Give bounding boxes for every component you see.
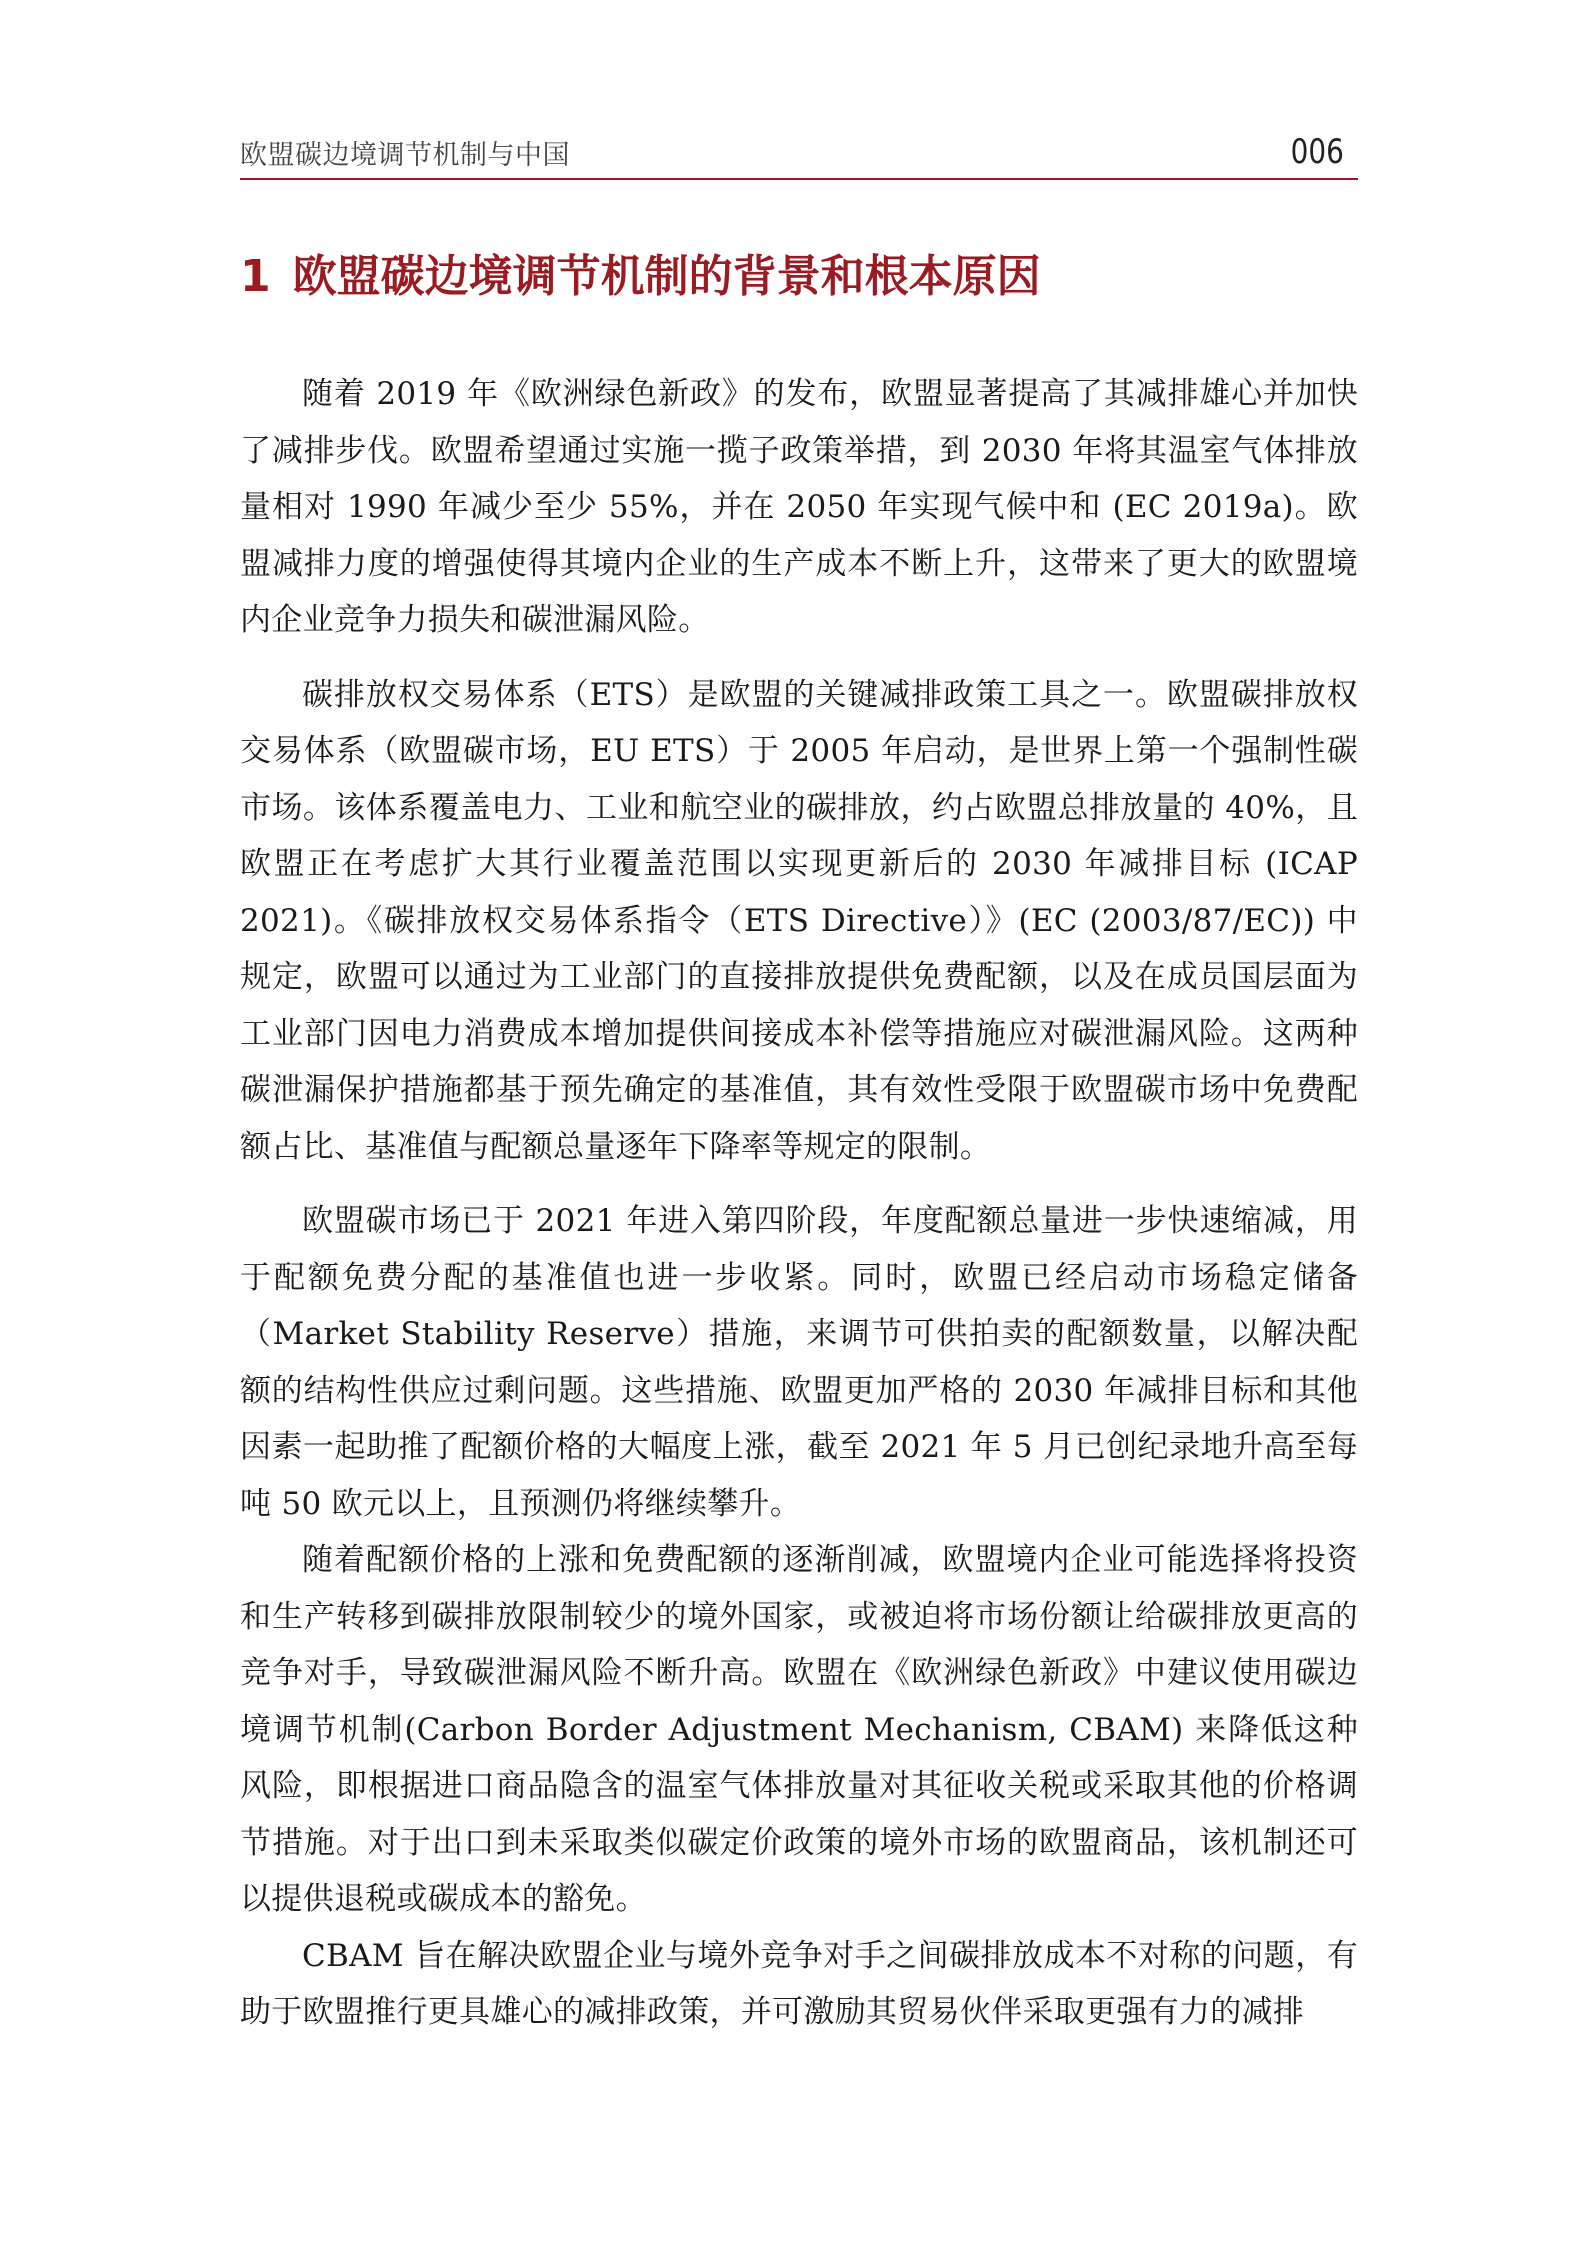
paragraph-3: 欧盟碳市场已于 2021 年进入第四阶段，年度配额总量进一步快速缩减，用于配额免费分配的基准值也进一步收紧。同时，欧盟已经启动市场稳定储备（Market Stability Reserve）措施，来调节可供拍卖的配额数量，以解决配额的结构性供应过剩问题。这些措施、欧盟更加严格的 2030 年减排目标和其他因素一起助推了配额价格的大幅度上涨，截至 2021 年 5 月已创纪录地升高至每吨 50 欧元以上，且预测仍将继续攀升。 xyxy=(240,1203,1358,1522)
section-number: 1 xyxy=(240,251,271,302)
section-title: 欧盟碳边境调节机制的背景和根本原因 xyxy=(292,251,1041,302)
running-header xyxy=(240,128,1358,180)
page-number: 006 xyxy=(1290,132,1344,172)
body-text xyxy=(240,366,1358,2041)
paragraph-5: CBAM 旨在解决欧盟企业与境外竞争对手之间碳排放成本不对称的问题，有助于欧盟推行更具雄心的减排政策，并可激励其贸易伙伴采取更强有力的减排 xyxy=(240,1937,1358,2030)
paragraph-4: 随着配额价格的上涨和免费配额的逐渐削减，欧盟境内企业可能选择将投资和生产转移到碳排放限制较少的境外国家，或被迫将市场份额让给碳排放更高的竞争对手，导致碳泄漏风险不断升高。欧盟在《欧洲绿色新政》中建议使用碳边境调节机制(Carbon Border Adjustment Mechanism, CBAM) 来降低这种风险，即根据进口商品隐含的温室气体排放量对其征收关税或采取其他的价格调节措施。对于出口到未采取类似碳定价政策的境外市场的欧盟商品，该机制还可以提供退税或碳成本的豁免。 xyxy=(240,1542,1358,1917)
section-heading xyxy=(240,240,1041,304)
running-title: 欧盟碳边境调节机制与中国 xyxy=(240,140,570,171)
paragraph-1: 随着 2019 年《欧洲绿色新政》的发布，欧盟显著提高了其减排雄心并加快了减排步伐。欧盟希望通过实施一揽子政策举措，到 2030 年将其温室气体排放量相对 1990 年减少至少 55%，并在 2050 年实现气候中和 (EC 2019a)。欧盟减排力度的增强使得其境内企业的生产成本不断上升，这带来了更大的欧盟境内企业竞争力损失和碳泄漏风险。 xyxy=(240,376,1358,638)
paragraph-2: 碳排放权交易体系（ETS）是欧盟的关键减排政策工具之一。欧盟碳排放权交易体系（欧盟碳市场，EU ETS）于 2005 年启动，是世界上第一个强制性碳市场。该体系覆盖电力、工业和航空业的碳排放，约占欧盟总排放量的 40%，且欧盟正在考虑扩大其行业覆盖范围以实现更新后的 2030 年减排目标 (ICAP 2021)。《碳排放权交易体系指令（ETS Directive）》(EC (2003/87/EC)) 中规定，欧盟可以通过为工业部门的直接排放提供免费配额，以及在成员国层面为工业部门因电力消费成本增加提供间接成本补偿等措施应对碳泄漏风险。这两种碳泄漏保护措施都基于预先确定的基准值，其有效性受限于欧盟碳市场中免费配额占比、基准值与配额总量逐年下降率等规定的限制。 xyxy=(240,676,1358,1165)
